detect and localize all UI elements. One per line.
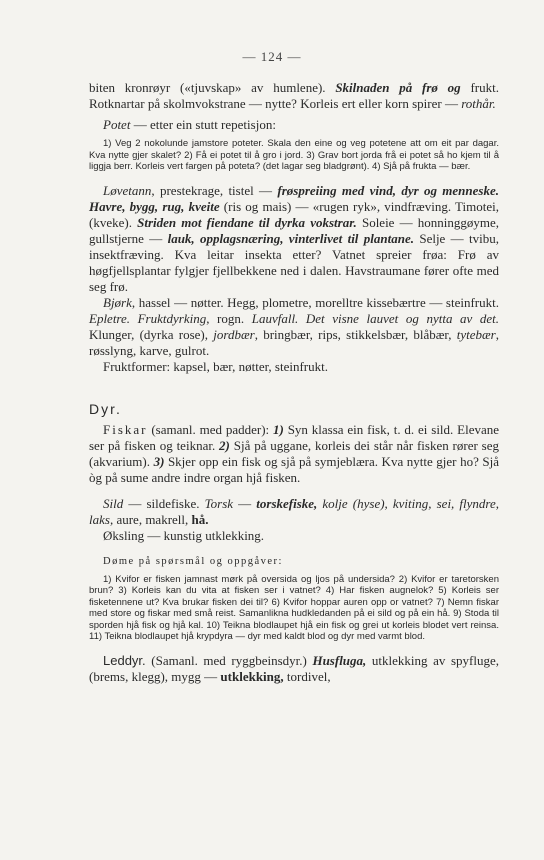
page-number: — 124 — [242,49,302,64]
paragraph-leddyr [89,653,499,685]
page-body [89,80,499,685]
emphasis-striden: Striden mot fiendane til dyrka vokstrar. [137,214,357,230]
paragraph-lovetann [89,183,499,295]
emphasis-rothar: rothår. [461,96,496,111]
text-run: (ris og mais) — «rugen ryk», vindfræving. Timotei, (kveke). [89,198,499,230]
paragraph-oksling: Øksling — kunstig utklekking. [103,527,265,543]
text-run: (samanl. med padder): [147,421,273,437]
item-number: 2) [219,437,230,453]
term-potet: Potet [103,117,131,132]
text-run: , rogn. [206,310,252,326]
text-run: , prestekrage, tistel — [151,182,278,198]
potet-exercises: 1) Veg 2 nokolunde jamstore poteter. Skala den eine og veg potetene att om eit par dagar. Kva nytte gjer skalet? 2) Få ei potet til å gro i jord. 3) Grav bort jorda frå ei potet så ho kjem til å liggja berr. Korleis vert fargen på poteta? (det lagar seg bladgrønt). 4) Sjå på frukta — bær. [89,138,499,172]
text-run: aure, makrell, [113,511,192,527]
emphasis-fish-list: kolje (hyse), kviting, sei, flyndre, laks, [89,495,500,527]
emphasis-frospreiing: frøspreiing med vind, dyr og menneske. Havre, bygg, rug, kveite [89,182,499,214]
text-run: Soleie — honninggøyme, gullstjerne — [89,214,500,246]
term-sild: Sild [103,495,124,511]
text-run: — sildefiske. [123,495,205,511]
emphasis-jordbaer: jordbær [213,326,255,342]
paragraph-potet [89,117,499,133]
item-number: 3) [153,453,165,469]
text-run: tordivel, [283,668,331,684]
paragraph-bjork [89,295,499,359]
text-run: Sjå på uggane, korleis dei står når fisken rører seg (akvarium). [89,437,499,469]
emphasis-ha: hå. [191,511,209,527]
text-run: Syn klassa ein fisk, t. d. ei sild. Elevane ser på fisken og teiknar. [89,421,500,453]
paragraph-fruit [89,80,499,112]
emphasis-skilnaden: Skilnaden på frø og [335,80,461,95]
term-lovetann: Løvetann [103,182,152,198]
text-run: Selje — tvibu, insektfræving. Kva leitar insekta etter? Vatnet spreier frøa: Frø av høgfjellsplantar fylgjer fjellbekkene ned i dalen. Havstraumane fører ofte med seg frø. [89,230,499,294]
text-run: , røsslyng, karve, gulrot. [89,326,499,358]
paragraph-fruktformer: Fruktformer: kapsel, bær, nøtter, steinfrukt. [103,358,328,374]
questions-list: 1) Kvifor er fisken jamnast mørk på oversida og ljos på undersida? 2) Kvifor er taretorsken brun? 3) Korleis kan du vita at fisken ser i vatnet? 4) Har fisken augnelok? 5) Korleis ser fisketennene ut? Kva brukar fisken dei til? 6) Kvifor hoppar auren opp or vatnet? 7) Nemn fiskar med store og fiskar med små reist. Samanlikna hudkledanden på ei sild og på ein hå. 9) Stoda til sporden hjå fisk og hjå kal. 10) Teikna blodlaupet hjå ein fisk og grei ut korleis blodet vert reinsa. 11) Teikna blodlaupet hjå krypdyra — dyr med kaldt blod og dyr med varmt blod. [89,573,499,642]
paragraph-fiskar [89,422,499,486]
emphasis-lauvfall: Lauvfall. Det visne lauvet og nytta av det. [251,310,500,326]
paragraph-sild [89,496,499,528]
emphasis-utklekking: utklekking, [220,668,284,684]
questions-heading: Døme på spørsmål og oppgåver: [103,555,283,567]
term-bjork: Bjørk [103,294,132,310]
term-fiskar: Fiskar [103,421,148,437]
emphasis-epletre: Epletre. Fruktdyrking [89,310,207,326]
term-torsk: Torsk [204,495,234,511]
text-run: utklekking av spyfluge, (brems, klegg), mygg — [89,652,499,684]
text-run: — [233,495,257,511]
section-heading-dyr: Dyr. [89,400,122,417]
text-run: Klunger, (dyrka rose), [89,326,214,342]
text-run: (Samanl. med ryggbeinsdyr.) [145,652,313,668]
term-leddyr: Leddyr. [103,652,146,668]
text-run: — etter ein stutt repetisjon: [130,117,276,132]
text-run: frukt. Rotknartar på skolmvokstrane — nytte? Korleis ert eller korn spirer — [89,80,499,111]
emphasis-tytebaer: tytebær [456,326,496,342]
text-run: , bringbær, rips, stikkelsbær, blåbær, [254,326,457,342]
emphasis-husfluga: Husfluga, [312,652,367,668]
text-run: biten kronrøyr («tjuvskap» av humlene). [89,80,336,95]
text-run: , hassel — nøtter. Hegg, plometre, morelltre kissebærtre — steinfrukt. [131,294,499,310]
item-number: 1) [273,421,284,437]
emphasis-torskefiske: torskefiske, [256,495,318,511]
emphasis-lauk: lauk, opplagsnæring, vinterlivet til plantane. [167,230,414,246]
text-run: Skjer opp ein fisk og sjå på symjeblæra. Kva nytte gjer ho? Sjå òg på sume andre indre organ hjå fisken. [89,453,499,485]
